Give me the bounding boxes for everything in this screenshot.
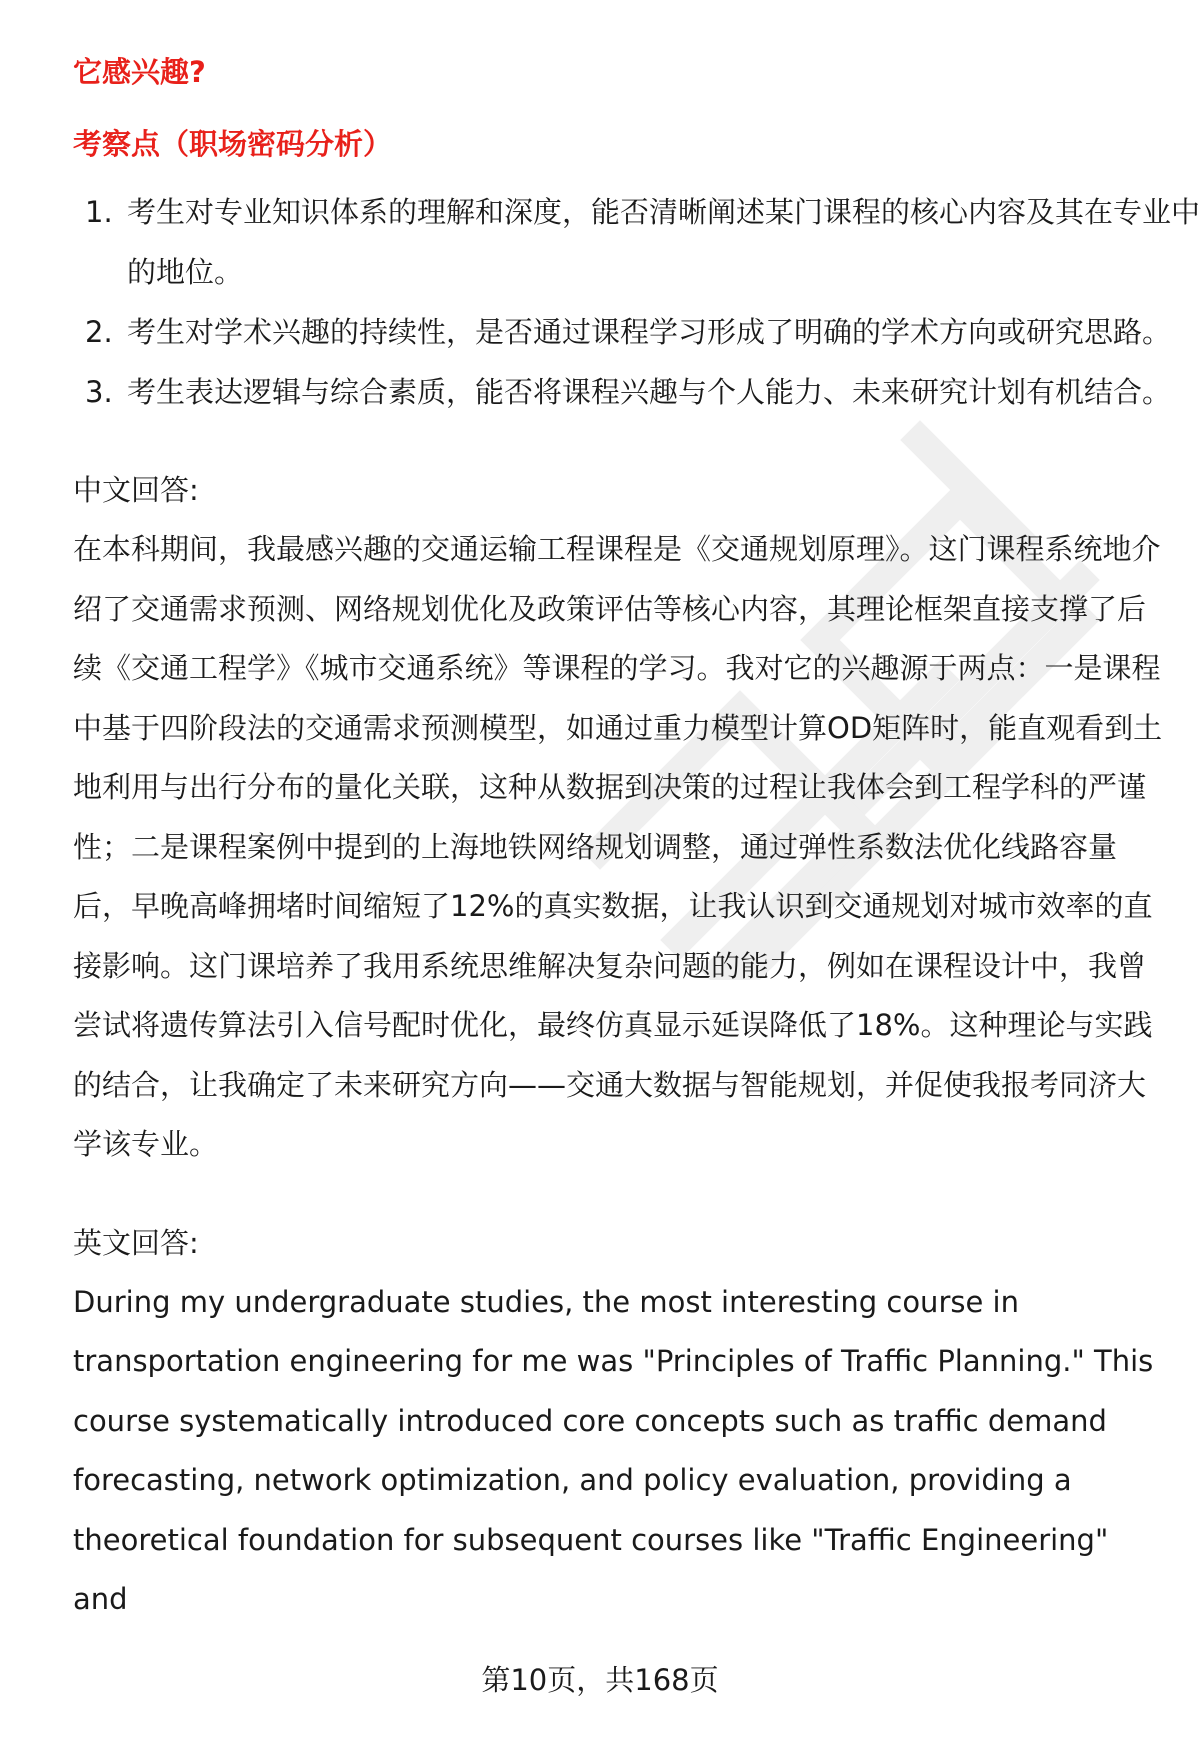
chinese-answer: 在本科期间，我最感兴趣的交通运输工程课程是《交通规划原理》。这门课程系统地介绍了交通需求预测、网络规划优化及政策评估等核心内容，其理论框架直接支撑了后续《交通工程学》《城市交通系统》等课程的学习。我对它的兴趣源于两点：一是课程中基于四阶段法的交通需求预测模型，如通过重力模型计算OD矩阵时，能直观看到土地利用与出行分布的量化关联，这种从数据到决策的过程让我体会到工程学科的严谨性；二是课程案例中提到的上海地铁网络规划调整，通过弹性系数法优化线路容量后，早晚高峰拥堵时间缩短了12%的真实数据，让我认识到交通规划对城市效率的直接影响。这门课培养了我用系统思维解决复杂问题的能力，例如在课程设计中，我曾尝试将遗传算法引入信号配时优化，最终仿真显示延误降低了18%。这种理论与实践的结合，让我确定了未来研究方向——交通大数据与智能规划，并促使我报考同济大学该专业。 <box>73 532 1163 1161</box>
list-item-text: 考生表达逻辑与综合素质，能否将课程兴趣与个人能力、未来研究计划有机结合。 <box>127 375 1172 409</box>
list-item-text: 考生对学术兴趣的持续性，是否通过课程学习形成了明确的学术方向或研究思路。 <box>127 315 1172 349</box>
page-footer: 第10页，共168页 <box>481 1663 719 1697</box>
english-answer-label: 英文回答: <box>73 1225 199 1260</box>
list-item <box>73 182 1200 302</box>
list-number: 1. <box>85 195 113 229</box>
points-list <box>73 182 1200 422</box>
question-tail: 它感兴趣? <box>73 55 206 89</box>
list-item <box>73 302 1200 362</box>
content-area <box>73 52 1200 1630</box>
list-number: 2. <box>85 315 113 349</box>
list-item <box>73 362 1200 422</box>
points-heading: 考察点（职场密码分析） <box>73 127 393 161</box>
english-answer: During my undergraduate studies, the most interesting course in transportation engineering for me was "Principles of Traffic Planning." This course systematically introduced core concepts such as traffic demand forecasting, network optimization, and policy evaluation, providing a theoretical foundation for subsequent courses like "Traffic Engineering" and <box>73 1284 1154 1616</box>
list-number: 3. <box>85 375 113 409</box>
chinese-answer-label: 中文回答: <box>73 473 199 507</box>
list-item-text: 考生对专业知识体系的理解和深度，能否清晰阐述某门课程的核心内容及其在专业中的地位。 <box>127 195 1200 289</box>
